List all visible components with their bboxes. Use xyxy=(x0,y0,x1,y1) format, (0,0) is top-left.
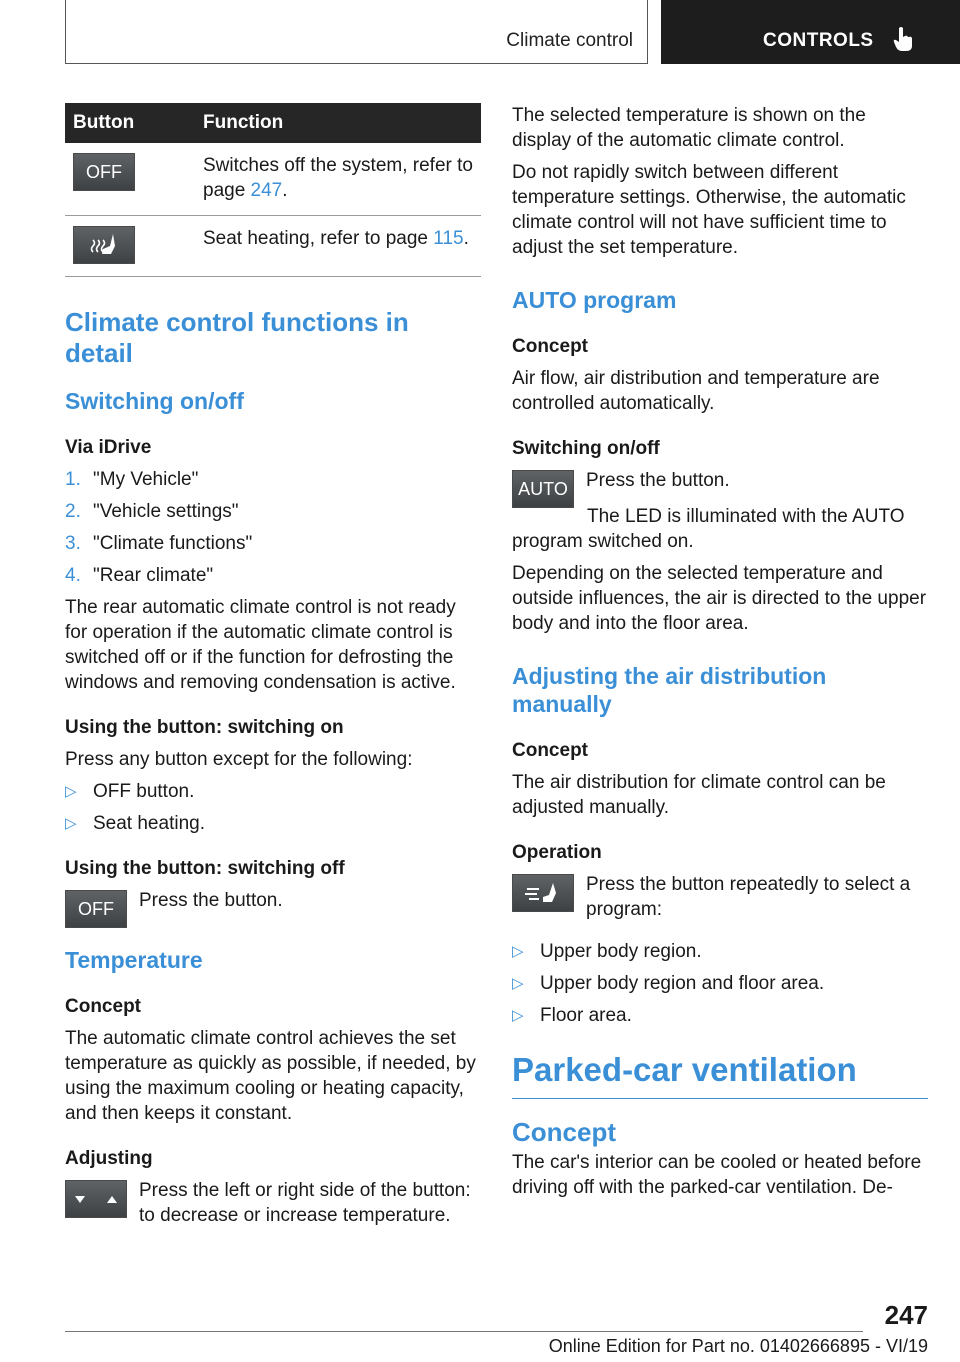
auto-program-heading: AUTO program xyxy=(512,287,677,313)
chapter-heading: Parked-car ventilation xyxy=(512,1050,928,1099)
exception-list xyxy=(65,779,481,836)
list-item: 1. "My Vehicle" xyxy=(65,469,199,490)
concept-subheading: Concept xyxy=(512,1117,616,1147)
via-idrive-heading: Via iDrive xyxy=(65,437,152,458)
temperature-heading: Temperature xyxy=(65,947,203,973)
subsection-heading: Switching on/off xyxy=(65,388,244,414)
edition-footer: Online Edition for Part no. 01402666895 - VI/19 xyxy=(548,1336,928,1356)
concept-heading: Concept xyxy=(512,740,588,761)
triangle-bullet-icon: ▷ xyxy=(512,943,524,960)
right-column xyxy=(512,103,928,1207)
header-chapter-tab xyxy=(661,0,960,64)
table-header-function: Function xyxy=(195,103,481,143)
section-heading: Climate control functions in detail xyxy=(65,307,409,368)
table-row: Seat heating, refer to page 115. xyxy=(65,216,481,277)
page-number: 247 xyxy=(884,1300,928,1330)
list-item: 2. "Vehicle settings" xyxy=(65,501,239,522)
pointing-hand-icon xyxy=(893,26,915,52)
temperature-rocker-button-icon xyxy=(65,1180,127,1218)
air-flow-seat-icon xyxy=(521,880,565,906)
switching-heading: Switching on/off xyxy=(512,438,660,459)
paragraph: Depending on the selected temperature and outside influences, the air is directed to the upper body and into the floor area. xyxy=(512,563,927,634)
auto-button-icon: AUTO xyxy=(512,470,574,508)
header-chapter-label: CONTROLS xyxy=(763,30,874,51)
off-button-icon: OFF xyxy=(73,153,135,191)
button-function-table xyxy=(65,103,481,277)
adjusting-heading: Adjusting xyxy=(65,1148,153,1169)
triangle-bullet-icon: ▷ xyxy=(512,1007,524,1024)
list-item: ▷ Upper body region. xyxy=(512,941,702,962)
page-reference-link[interactable]: 247 xyxy=(250,180,283,201)
switching-on-heading: Using the button: switching on xyxy=(65,717,344,738)
triangle-bullet-icon: ▷ xyxy=(65,783,77,800)
paragraph: The selected temperature is shown on the display of the automatic climate control. xyxy=(512,105,866,151)
air-distribution-heading: Adjusting the air distribution manually xyxy=(512,663,827,717)
table-header-button: Button xyxy=(65,103,195,143)
off-instruction: OFF Press the button. xyxy=(65,888,481,928)
paragraph: The rear automatic climate control is not ready for operation if the automatic climate control is switched off or if the function for defrosting the windows and removing condensation is active. xyxy=(65,597,456,693)
triangle-bullet-icon: ▷ xyxy=(65,815,77,832)
adjust-instruction: Press the left or right side of the button: to decrease or increase temperature. xyxy=(65,1178,481,1235)
paragraph: The air distribution for climate control can be adjusted manually. xyxy=(512,772,886,818)
concept-heading: Concept xyxy=(65,996,141,1017)
program-list xyxy=(512,939,928,1028)
paragraph: The car's interior can be cooled or heated before driving off with the parked-car ventilation. De- xyxy=(512,1152,922,1198)
table-row: OFF Switches off the system, refer to page 247. xyxy=(65,143,481,216)
concept-heading: Concept xyxy=(512,336,588,357)
seat-heating-button-icon xyxy=(73,226,135,264)
list-item: 4. "Rear climate" xyxy=(65,565,214,586)
paragraph: The automatic climate control achieves the set temperature as quickly as possible, if needed, by using the maximum cooling or heating capacity, and then keeps it constant. xyxy=(65,1028,476,1124)
header-section-box xyxy=(65,0,648,64)
operation-heading: Operation xyxy=(512,842,602,863)
header-section-title: Climate control xyxy=(506,30,633,51)
air-distribution-button-icon xyxy=(512,874,574,912)
row-function-text: Switches off the system, refer to page xyxy=(203,155,473,201)
paragraph: The LED is illuminated with the AUTO program switched on. xyxy=(512,506,905,552)
paragraph: Do not rapidly switch between different temperature settings. Otherwise, the automatic climate control will not have sufficient time to adjust the set temperature. xyxy=(512,162,906,258)
list-item: ▷ Seat heating. xyxy=(65,813,205,834)
air-instruction: Press the button repeatedly to select a program: xyxy=(512,872,928,929)
idrive-steps-list xyxy=(65,467,481,588)
switching-off-heading: Using the button: switching off xyxy=(65,858,345,879)
left-column xyxy=(65,103,481,1239)
paragraph: Press any button except for the following: xyxy=(65,749,413,770)
up-down-arrows-icon xyxy=(71,1189,121,1209)
seat-heating-icon xyxy=(89,232,119,258)
paragraph: Air flow, air distribution and temperature are controlled automatically. xyxy=(512,368,880,414)
page-reference-link[interactable]: 115 xyxy=(433,228,464,249)
list-item: ▷ Floor area. xyxy=(512,1005,632,1026)
row-function-text: Seat heating, refer to page xyxy=(203,228,434,249)
auto-instruction: AUTO Press the button. xyxy=(512,468,928,508)
triangle-bullet-icon: ▷ xyxy=(512,975,524,992)
off-button-icon: OFF xyxy=(65,890,127,928)
list-item: ▷ OFF button. xyxy=(65,781,195,802)
list-item: ▷ Upper body region and floor area. xyxy=(512,973,825,994)
footer-rule xyxy=(65,1331,863,1332)
list-item: 3. "Climate functions" xyxy=(65,533,253,554)
